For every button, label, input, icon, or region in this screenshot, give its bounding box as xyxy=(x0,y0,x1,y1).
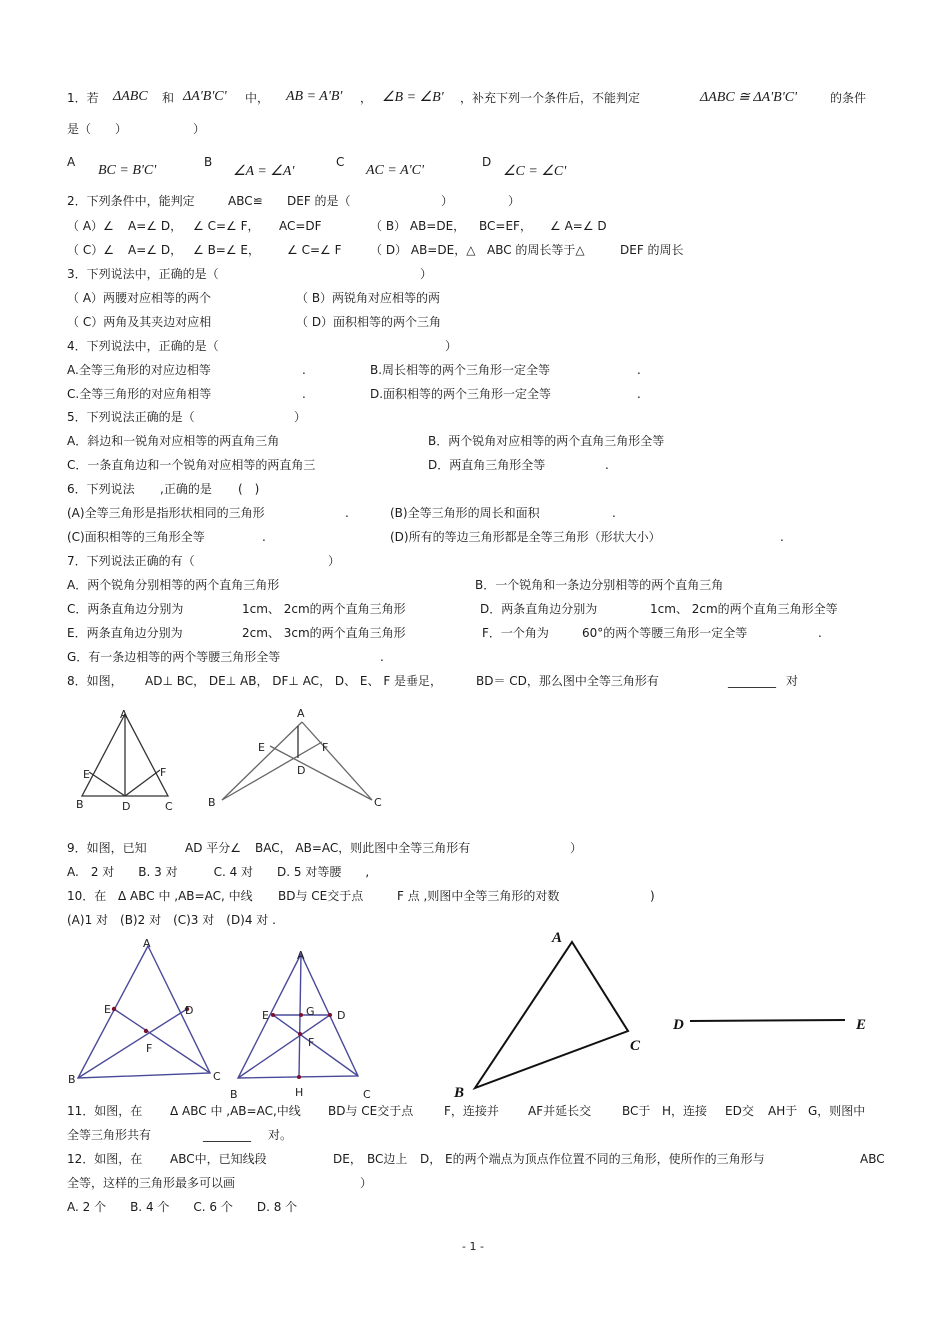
q11-stem-c: BD与 CE交于点 xyxy=(328,1104,414,1118)
q1-line2-close: ） xyxy=(193,122,206,136)
q5-option-c: C．一条直角边和一个锐角对应相等的两直角三 xyxy=(67,458,316,472)
q4-option-a-dot: . xyxy=(302,363,306,377)
q12-line2: 全等，这样的三角形最多可以画 xyxy=(67,1176,236,1190)
q1-option-a: BC = B'C' xyxy=(98,163,157,178)
q1-math-angle-b: ∠B = ∠B' xyxy=(382,90,444,105)
q11-stem-b: Δ ABC 中 ,AB=AC,中线 xyxy=(170,1104,301,1118)
q6-option-b: (B)全等三角形的周长和面积 xyxy=(390,506,540,520)
q3-option-a: （ A）两腰对应相等的两个 xyxy=(67,291,212,305)
q7-option-d: D．两条直角边分别为 xyxy=(480,602,598,616)
q11-stem-f: BC于 xyxy=(622,1104,651,1118)
q2-option-b-c: ∠ A=∠ D xyxy=(550,219,607,233)
q4-option-c: C.全等三角形的对应角相等 xyxy=(67,387,212,401)
q7-option-g-dot: . xyxy=(380,650,384,664)
fig8a-label-e: E xyxy=(83,768,90,781)
q12-stem-f: ABC xyxy=(860,1152,885,1166)
fig10a-label-f: F xyxy=(146,1042,153,1055)
q2-stem: 2．下列条件中，能判定 xyxy=(67,194,195,208)
fig12-label-c: C xyxy=(630,1038,641,1054)
q4-stem-end: ） xyxy=(445,339,458,353)
q7-option-c: C．两条直角边分别为 xyxy=(67,602,184,616)
q9-stem: 9．如图，已知 xyxy=(67,841,147,855)
q5-stem: 5．下列说法正确的是（ xyxy=(67,410,195,424)
fig10b-label-b: B xyxy=(230,1088,238,1101)
q1-number: 1．若 xyxy=(67,91,99,105)
fig10a-label-e: E xyxy=(104,1003,111,1016)
q4-option-b: B.周长相等的两个三角形一定全等 xyxy=(370,363,551,377)
q4-option-c-dot: . xyxy=(302,387,306,401)
fig8a-label-d: D xyxy=(122,800,131,813)
q9-stem-c: BAC， AB=AC，则此图中全等三角形有 xyxy=(255,841,471,855)
q12-options: A. 2 个 B. 4 个 C. 6 个 D. 8 个 xyxy=(67,1200,298,1214)
q2-option-a-c: ∠ C=∠ F， xyxy=(193,219,260,233)
q3-option-b: （ B）两锐角对应相等的两 xyxy=(296,291,441,305)
q4-option-d-dot: . xyxy=(637,387,641,401)
fig8a-label-b: B xyxy=(76,798,84,811)
fig12-label-e: E xyxy=(856,1017,867,1033)
q2-option-c-d: ∠ C=∠ F xyxy=(287,243,342,257)
q3-option-c: （ C）两角及其夹边对应相 xyxy=(67,315,212,329)
q3-stem: 3．下列说法中，正确的是（ xyxy=(67,267,267,281)
q6-option-c-dot: . xyxy=(262,530,266,544)
q2-option-c-b: A=∠ D， xyxy=(128,243,183,257)
q8-stem-b: AD⊥ BC， DE⊥ AB， DF⊥ AC， D、 E、 F 是垂足， xyxy=(145,674,443,688)
q8-stem: 8．如图， xyxy=(67,674,123,688)
q3-option-d: （ D）面积相等的两个三角 xyxy=(296,315,442,329)
q1-text-mid: ，补充下列一个条件后，不能判定 xyxy=(460,91,641,105)
q1-text-end: 的条件 xyxy=(830,91,867,105)
q2-stem-b: ABC≌ xyxy=(228,194,263,208)
q11-stem-h: ED交 xyxy=(725,1104,754,1118)
fig10a-label-c: C xyxy=(213,1070,221,1083)
q11-stem-j: G，则图中 xyxy=(808,1104,866,1118)
q7-option-e: E．两条直角边分别为 xyxy=(67,626,183,640)
q12-stem-b: ABC中，已知线段 xyxy=(170,1152,267,1166)
q2-option-c: （ C）∠ xyxy=(67,243,114,257)
q1-math-abc: ΔABC xyxy=(113,89,148,104)
q7-option-b: B．一个锐角和一条边分别相等的两个直角三角 xyxy=(475,578,724,592)
q1-option-b-label: B xyxy=(204,155,213,169)
fig10b-label-d: D xyxy=(337,1009,346,1022)
q7-option-d-b: 1cm、 2cm的两个直角三角形全等 xyxy=(650,602,838,616)
q2-option-b-b: BC=EF， xyxy=(479,219,532,233)
q10-stem-c: BD与 CE交于点 xyxy=(278,889,364,903)
q1-option-d-label: D xyxy=(482,155,492,169)
page-number: - 1 - xyxy=(462,1240,484,1253)
q4-stem: 4．下列说法中，正确的是（ xyxy=(67,339,267,353)
q6-option-c: (C)面积相等的三角形全等 xyxy=(67,530,205,544)
fig8b-label-f: F xyxy=(322,741,329,754)
q12-stem: 12．如图，在 xyxy=(67,1152,143,1166)
q7-option-e-b: 2cm、 3cm的两个直角三角形 xyxy=(242,626,406,640)
q2-option-d-c: DEF 的周长 xyxy=(620,243,684,257)
q1-option-c-label: C xyxy=(336,155,345,169)
q6-option-d: (D)所有的等边三角形都是全等三角形（形状大小） xyxy=(390,530,661,544)
fig10b-label-c: C xyxy=(363,1088,371,1101)
q2-option-d-b: ABC 的周长等于△ xyxy=(487,243,585,257)
fig8b-label-c: C xyxy=(374,796,382,809)
fig8b-label-d: D xyxy=(297,764,306,777)
q11-stem-d: F，连接并 xyxy=(444,1104,499,1118)
q2-option-a-d: AC=DF xyxy=(279,219,322,233)
q1-text-comma: ， xyxy=(360,91,373,105)
fig10a-label-a: A xyxy=(143,937,151,950)
q1-option-a-label: A xyxy=(67,155,76,169)
fig10b-label-h: H xyxy=(295,1086,304,1099)
q1-math-ab: AB = A'B' xyxy=(286,89,343,104)
q9-stem-d: ） xyxy=(570,841,583,855)
figure-10b xyxy=(226,948,386,1100)
q7-option-c-b: 1cm、 2cm的两个直角三角形 xyxy=(242,602,406,616)
q10-stem-d: F 点 ,则图中全等三角形的对数 xyxy=(397,889,560,903)
q7-option-f-b: 60°的两个等腰三角形一定全等 xyxy=(582,626,748,640)
q1-line2: 是（ ） xyxy=(67,122,128,136)
q2-option-d: （ D） AB=DE，△ xyxy=(370,243,476,257)
fig8a-label-f: F xyxy=(160,766,167,779)
q12-stem-c: DE， xyxy=(333,1152,362,1166)
q8-end: 对 xyxy=(786,674,799,688)
q2-option-a-b: A=∠ D， xyxy=(128,219,183,233)
q7-option-f-dot: . xyxy=(818,626,822,640)
q1-math-congruent: ΔABC ≅ ΔA'B'C' xyxy=(700,90,798,105)
q9-stem-b: AD 平分∠ xyxy=(185,841,242,855)
q1-option-b: ∠A = ∠A' xyxy=(233,164,295,179)
q5-stem-end: ） xyxy=(294,410,307,424)
q8-stem-c: BD＝ CD，那么图中全等三角形有 xyxy=(476,674,659,688)
q1-text-and: 和 xyxy=(162,91,175,105)
q2-option-a: （ A）∠ xyxy=(67,219,114,233)
q3-stem-end: ） xyxy=(420,267,433,281)
q6-option-a: (A)全等三角形是指形状相同的三角形 xyxy=(67,506,265,520)
q11-stem-e: AF并延长交 xyxy=(528,1104,592,1118)
q7-stem: 7．下列说法正确的有（ xyxy=(67,554,195,568)
q5-option-a: A．斜边和一锐角对应相等的两直角三角 xyxy=(67,434,280,448)
q1-option-c: AC = A'C' xyxy=(366,163,424,178)
q10-stem-b: Δ ABC 中 ,AB=AC, 中线 xyxy=(118,889,253,903)
q10-options: (A)1 对 (B)2 对 (C)3 对 (D)4 对 . xyxy=(67,913,276,927)
fig8b-label-b: B xyxy=(208,796,216,809)
q2-option-b: （ B） AB=DE， xyxy=(370,219,466,233)
q6-option-d-dot: . xyxy=(780,530,784,544)
fig8a-label-a: A xyxy=(120,708,128,721)
q6-option-a-dot: . xyxy=(345,506,349,520)
q2-stem-c: DEF 的是（ xyxy=(287,194,351,208)
q10-stem-e: ) xyxy=(650,889,655,903)
fig10b-label-g: G xyxy=(306,1005,315,1018)
q7-stem-end: ） xyxy=(328,554,341,568)
q6-stem-c: ( ) xyxy=(238,482,260,496)
figure-12 xyxy=(450,922,880,1102)
q5-option-d-dot: . xyxy=(605,458,609,472)
q6-option-b-dot: . xyxy=(612,506,616,520)
q6-stem: 6．下列说法 xyxy=(67,482,135,496)
fig10b-label-e: E xyxy=(262,1009,269,1022)
q11-stem: 11．如图，在 xyxy=(67,1104,143,1118)
figure-10a xyxy=(66,936,226,1086)
q5-option-b: B．两个锐角对应相等的两个直角三角形全等 xyxy=(428,434,665,448)
q6-stem-b: ,正确的是 xyxy=(160,482,212,496)
q11-end: 对。 xyxy=(268,1128,293,1142)
q2-option-c-c: ∠ B=∠ E， xyxy=(193,243,261,257)
q4-option-d: D.面积相等的两个三角形一定全等 xyxy=(370,387,552,401)
q10-stem: 10．在 xyxy=(67,889,107,903)
fig10a-label-b: B xyxy=(68,1073,76,1086)
fig8b-label-a: A xyxy=(297,707,305,720)
q11-line2: 全等三角形共有 xyxy=(67,1128,152,1142)
figure-8a xyxy=(70,702,190,820)
fig12-label-b: B xyxy=(454,1085,465,1101)
q12-line2-end: ） xyxy=(360,1176,373,1190)
q11-stem-g: H，连接 xyxy=(662,1104,708,1118)
fig8b-label-e: E xyxy=(258,741,265,754)
q1-math-abc-prime: ΔA'B'C' xyxy=(183,89,227,104)
q11-blank: ________ xyxy=(203,1128,251,1142)
q12-stem-e: D， E的两个端点为顶点作位置不同的三角形，使所作的三角形与 xyxy=(420,1152,765,1166)
q9-options: A. 2 对 B. 3 对 C. 4 对 D. 5 对等腰 , xyxy=(67,865,370,879)
q7-option-g: G．有一条边相等的两个等腰三角形全等 xyxy=(67,650,281,664)
fig12-label-d: D xyxy=(673,1017,684,1033)
figure-8b xyxy=(200,702,390,814)
fig10a-label-d: D xyxy=(185,1004,194,1017)
q7-option-f: F．一个角为 xyxy=(482,626,549,640)
q11-stem-i: AH于 xyxy=(768,1104,798,1118)
q2-stem-e: ） xyxy=(508,194,521,208)
fig10b-label-f: F xyxy=(308,1036,315,1049)
q8-blank: ________ xyxy=(728,674,776,688)
fig12-label-a: A xyxy=(552,930,563,946)
q4-option-b-dot: . xyxy=(637,363,641,377)
q4-option-a: A.全等三角形的对应边相等 xyxy=(67,363,211,377)
q7-option-a: A．两个锐角分别相等的两个直角三角形 xyxy=(67,578,280,592)
fig8a-label-c: C xyxy=(165,800,173,813)
q2-stem-d: ） xyxy=(441,194,454,208)
q12-stem-d: BC边上 xyxy=(367,1152,408,1166)
fig10b-label-a: A xyxy=(297,949,305,962)
q5-option-d: D．两直角三角形全等 xyxy=(428,458,546,472)
q1-text-in: 中， xyxy=(245,91,270,105)
q1-option-d: ∠C = ∠C' xyxy=(503,164,567,179)
